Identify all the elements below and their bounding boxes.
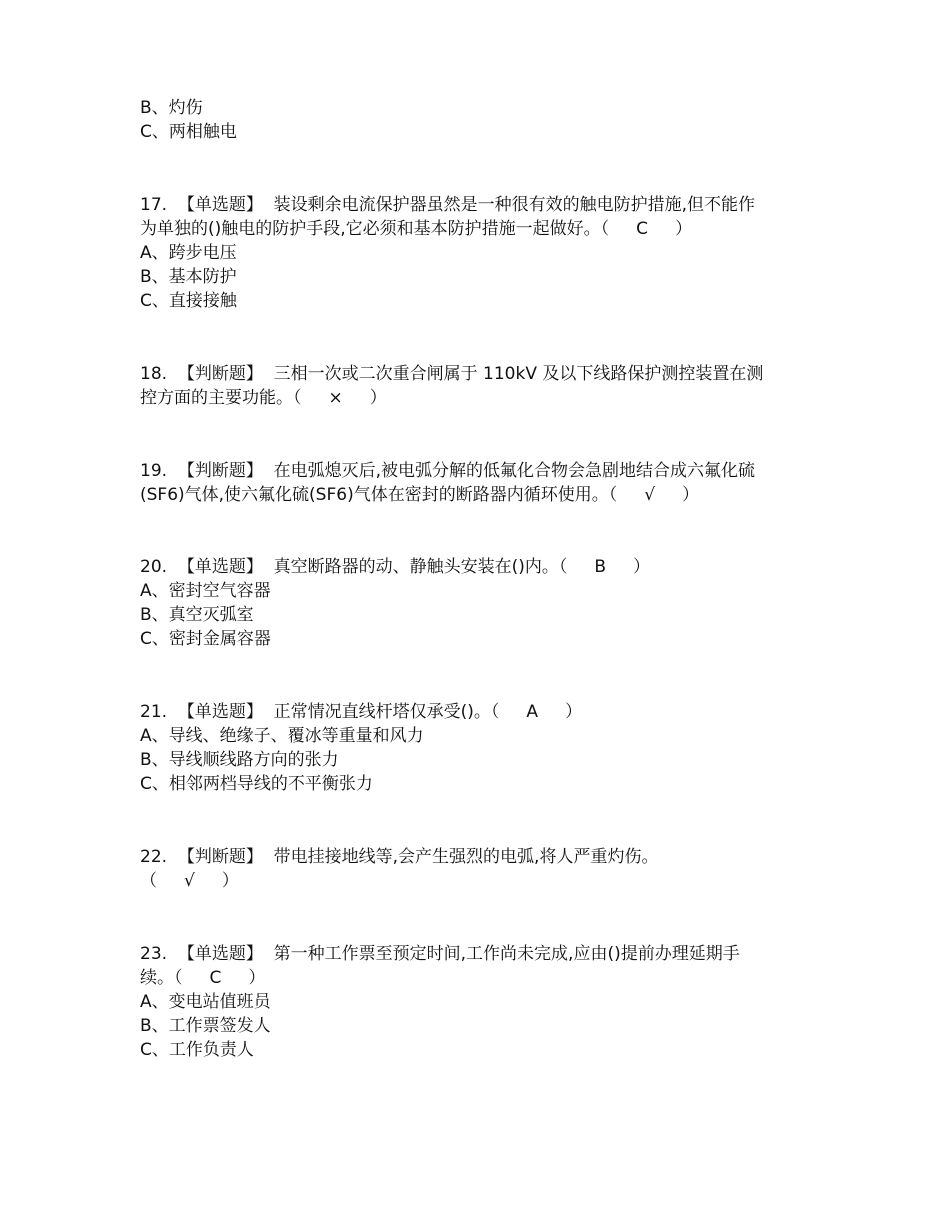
option-line: B、真空灭弧室 (140, 605, 254, 625)
option-line: C、相邻两档导线的不平衡张力 (140, 774, 373, 794)
question-text: 20. 【单选题】 真空断路器的动、静触头安装在()内。（ B ） (140, 557, 651, 577)
question-text: 控方面的主要功能。（ × ） (140, 388, 387, 408)
question-text: (SF6)气体,使六氟化硫(SF6)气体在密封的断路器内循环使用。（ √ ） (140, 485, 700, 505)
question-text: 续。（ C ） (140, 968, 266, 988)
option-line: B、导线顺线路方向的张力 (140, 750, 339, 770)
option-line: B、工作票签发人 (140, 1016, 271, 1036)
option-line: A、跨步电压 (140, 243, 237, 263)
question-text: 19. 【判断题】 在电弧熄灭后,被电弧分解的低氟化合物会急剧地结合成六氟化硫 (140, 461, 756, 481)
question-text: 21. 【单选题】 正常情况直线杆塔仅承受()。（ A ） (140, 702, 583, 722)
question-text: 23. 【单选题】 第一种工作票至预定时间,工作尚未完成,应由()提前办理延期手 (140, 944, 740, 964)
option-line: A、变电站值班员 (140, 992, 271, 1012)
option-line: C、密封金属容器 (140, 629, 271, 649)
question-text: 18. 【判断题】 三相一次或二次重合闸属于 110kV 及以下线路保护测控装置在测 (140, 364, 764, 384)
option-line: C、工作负责人 (140, 1040, 254, 1060)
option-line: B、灼伤 (140, 98, 203, 118)
question-text: 为单独的()触电的防护手段,它必须和基本防护措施一起做好。（ C ） (140, 219, 693, 239)
question-text: （ √ ） (140, 871, 239, 891)
option-line: B、基本防护 (140, 267, 237, 287)
option-line: C、直接接触 (140, 291, 237, 311)
question-text: 22. 【判断题】 带电挂接地线等,会产生强烈的电弧,将人严重灼伤。 (140, 847, 659, 867)
option-line: A、导线、绝缘子、覆冰等重量和风力 (140, 726, 424, 746)
question-text: 17. 【单选题】 装设剩余电流保护器虽然是一种很有效的触电防护措施,但不能作 (140, 195, 756, 215)
option-line: A、密封空气容器 (140, 581, 271, 601)
option-line: C、两相触电 (140, 122, 237, 142)
